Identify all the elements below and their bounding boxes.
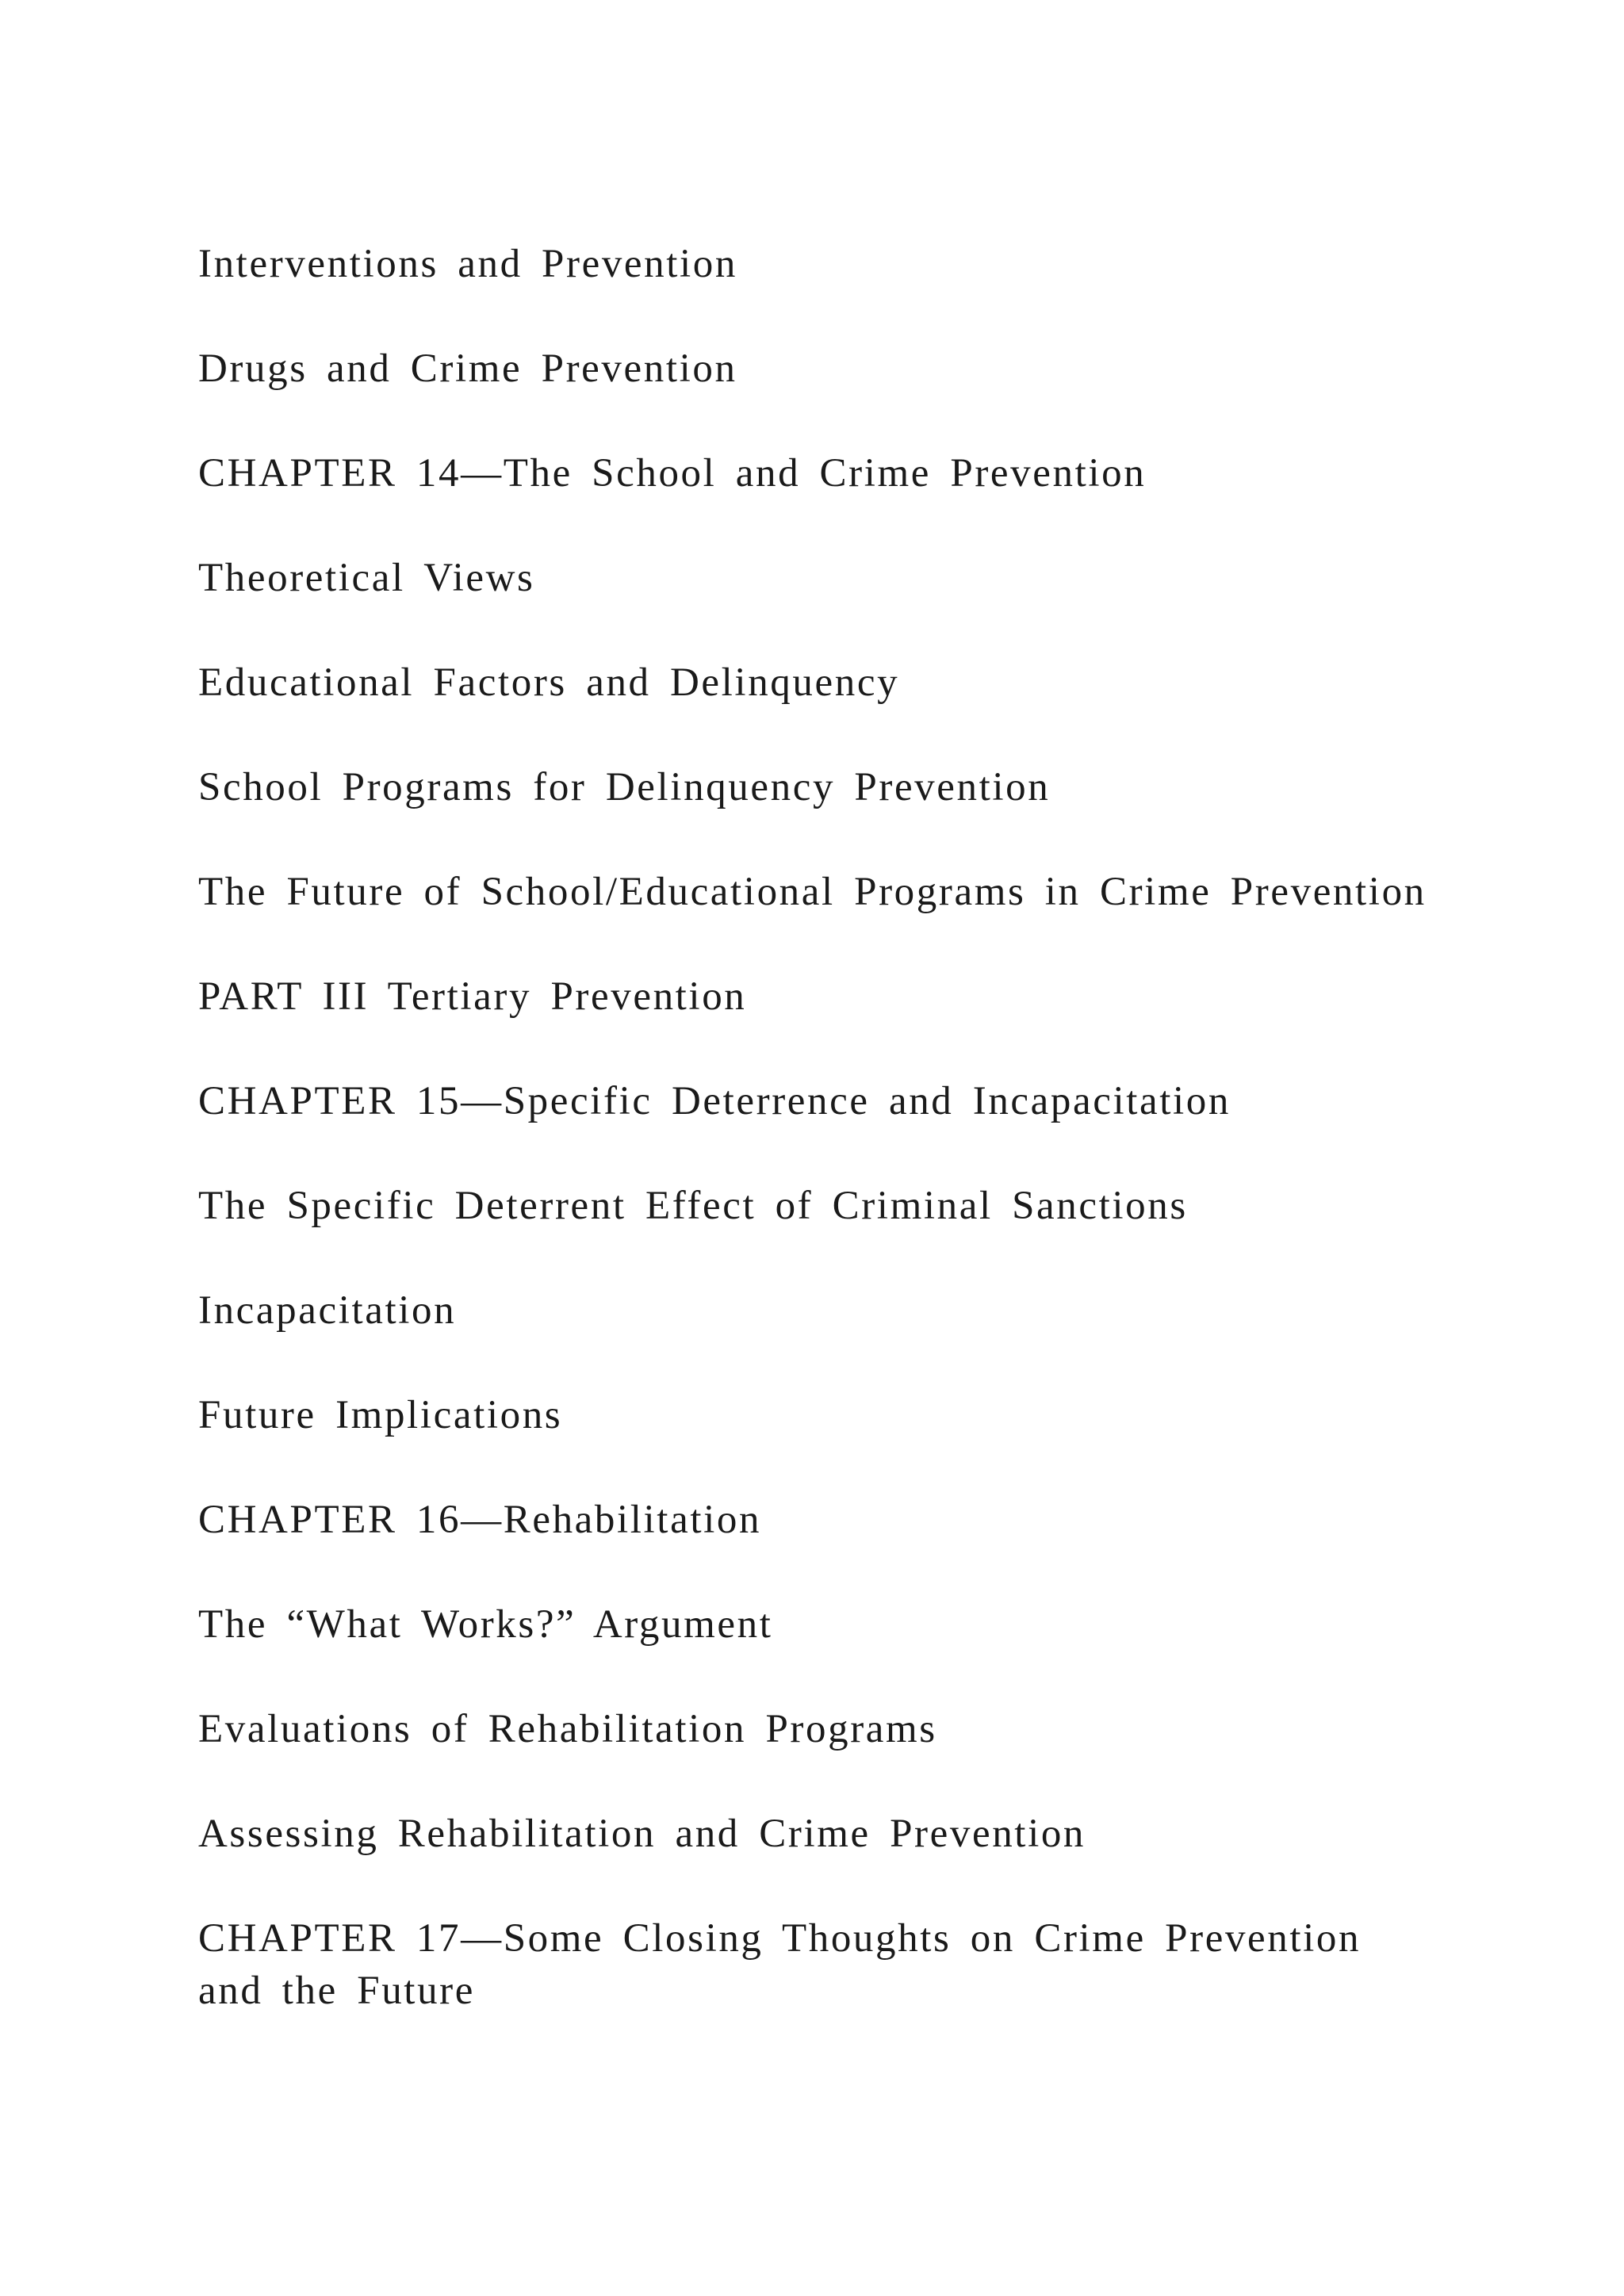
toc-part-heading: PART III Tertiary Prevention — [198, 974, 747, 1019]
toc-chapter-heading: CHAPTER 14—The School and Crime Prevention — [198, 451, 1147, 496]
toc-entry: Incapacitation — [198, 1288, 457, 1333]
toc-entry: The Future of School/Educational Programs in Crime Prevention — [198, 870, 1427, 914]
toc-entry: School Programs for Delinquency Prevention — [198, 765, 1051, 809]
toc-entry: The Specific Deterrent Effect of Criminal Sanctions — [198, 1184, 1188, 1228]
toc-chapter-heading: CHAPTER 17—Some Closing Thoughts on Crime Prevention and the Future — [198, 1916, 1362, 2013]
toc-entry: The “What Works?” Argument — [198, 1602, 773, 1647]
table-of-contents — [198, 238, 1435, 2069]
toc-chapter-heading: CHAPTER 16—Rehabilitation — [198, 1498, 762, 1542]
toc-entry: Evaluations of Rehabilitation Programs — [198, 1707, 937, 1751]
toc-entry: Interventions and Prevention — [198, 242, 737, 286]
toc-entry: Assessing Rehabilitation and Crime Prevention — [198, 1812, 1086, 1856]
toc-chapter-heading: CHAPTER 15—Specific Deterrence and Incapacitation — [198, 1079, 1231, 1123]
toc-entry: Drugs and Crime Prevention — [198, 346, 737, 391]
toc-entry: Educational Factors and Delinquency — [198, 660, 900, 705]
toc-entry: Theoretical Views — [198, 556, 535, 600]
toc-entry: Future Implications — [198, 1393, 563, 1437]
